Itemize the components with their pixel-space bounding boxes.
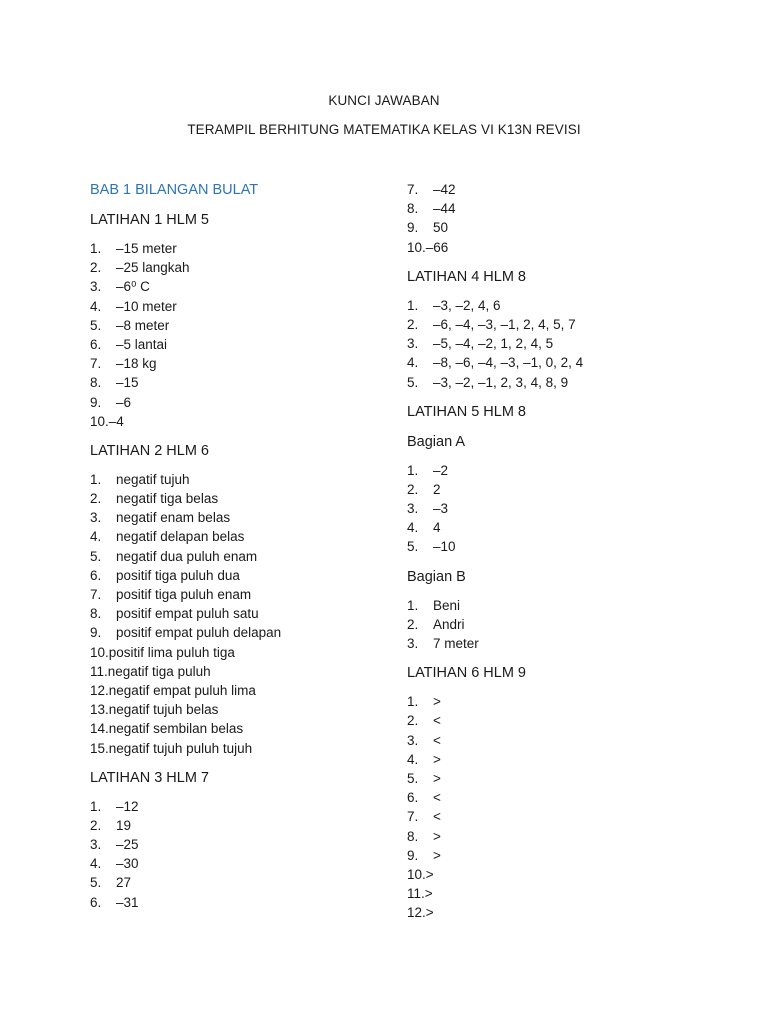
section-heading-latihan-5: LATIHAN 5 HLM 8 bbox=[407, 403, 526, 420]
item-number: 5. bbox=[407, 539, 419, 555]
item-answer: –44 bbox=[433, 201, 456, 217]
item-number: 5. bbox=[90, 317, 102, 333]
section-heading-latihan-4: LATIHAN 4 HLM 8 bbox=[407, 268, 526, 285]
answer-item bbox=[90, 373, 390, 392]
item-number: 4. bbox=[90, 529, 102, 545]
item-answer: –15 meter bbox=[116, 241, 177, 256]
answer-item bbox=[90, 739, 390, 758]
item-answer: 7 meter bbox=[433, 636, 479, 651]
section-heading-latihan-3: LATIHAN 3 HLM 7 bbox=[90, 769, 209, 786]
answer-item bbox=[407, 846, 707, 865]
answer-item bbox=[407, 461, 707, 480]
item-number: 8. bbox=[90, 606, 102, 622]
item-number: 1. bbox=[90, 241, 102, 256]
item-answer: < bbox=[433, 809, 441, 825]
item-number: 5. bbox=[90, 548, 102, 564]
item-answer: –3 bbox=[433, 501, 449, 517]
item-number: 1. bbox=[90, 798, 102, 814]
item-number: 10. bbox=[90, 413, 109, 429]
answer-item bbox=[90, 239, 390, 258]
item-number: 2. bbox=[90, 491, 102, 507]
answer-item bbox=[407, 634, 707, 653]
item-number: 10. bbox=[90, 644, 109, 660]
item-number: 3. bbox=[90, 837, 102, 853]
answer-item bbox=[90, 258, 390, 277]
item-answer: positif empat puluh satu bbox=[116, 606, 259, 622]
answer-item bbox=[407, 884, 707, 903]
item-answer: –3, –2, –1, 2, 3, 4, 8, 9 bbox=[433, 374, 569, 390]
item-number: 6. bbox=[90, 567, 102, 583]
item-number: 11. bbox=[90, 663, 108, 679]
item-answer: negatif delapan belas bbox=[116, 529, 245, 545]
item-number: 7. bbox=[90, 587, 102, 602]
answer-item bbox=[90, 604, 390, 623]
answer-list-latihan-3-continued bbox=[407, 180, 707, 257]
item-answer: negatif dua puluh enam bbox=[116, 548, 258, 564]
answer-item bbox=[90, 527, 390, 546]
answer-list-latihan-4 bbox=[407, 296, 707, 392]
answer-item bbox=[407, 827, 707, 846]
item-answer: 27 bbox=[116, 875, 132, 891]
answer-item bbox=[407, 353, 707, 372]
item-number: 2. bbox=[407, 713, 419, 729]
item-answer: –6 bbox=[116, 394, 132, 410]
item-number: 4. bbox=[407, 355, 419, 371]
answer-item bbox=[90, 489, 390, 508]
item-number: 6. bbox=[90, 336, 102, 352]
item-answer: –25 langkah bbox=[116, 260, 190, 276]
answer-item bbox=[90, 873, 390, 892]
item-answer: –18 kg bbox=[116, 356, 157, 372]
answer-item bbox=[90, 893, 390, 912]
answer-list-latihan-2 bbox=[90, 470, 390, 758]
item-number: 10. bbox=[407, 239, 426, 255]
item-answer: –6⁰ C bbox=[116, 279, 150, 295]
answer-item bbox=[407, 518, 707, 537]
answer-item bbox=[90, 719, 390, 738]
page-title: KUNCI JAWABAN bbox=[328, 93, 440, 108]
item-number: 6. bbox=[407, 790, 419, 806]
item-answer: –15 bbox=[116, 375, 139, 391]
item-number: 2. bbox=[407, 316, 419, 332]
answer-item bbox=[90, 316, 390, 335]
item-number: 7. bbox=[407, 182, 419, 197]
item-answer: negatif enam belas bbox=[116, 510, 231, 526]
item-answer: negatif tujuh bbox=[116, 471, 190, 487]
item-number: 3. bbox=[407, 336, 419, 352]
answer-item bbox=[407, 750, 707, 769]
answer-item bbox=[407, 199, 707, 218]
item-answer: –25 bbox=[116, 837, 139, 853]
item-number: 14. bbox=[90, 721, 109, 737]
subsection-bagian-a: Bagian A bbox=[407, 433, 466, 450]
item-number: 2. bbox=[90, 260, 102, 276]
item-answer: –10 meter bbox=[116, 298, 177, 314]
item-answer: > bbox=[433, 694, 441, 710]
item-answer: Beni bbox=[433, 597, 461, 613]
answer-item bbox=[90, 700, 390, 719]
answer-item bbox=[90, 470, 390, 489]
item-answer: –10 bbox=[433, 539, 456, 555]
item-answer: negatif sembilan belas bbox=[108, 721, 244, 737]
item-answer: –5, –4, –2, 1, 2, 4, 5 bbox=[433, 336, 554, 352]
answer-item bbox=[90, 354, 390, 373]
answer-item bbox=[90, 681, 390, 700]
item-number: 1. bbox=[407, 462, 419, 478]
item-number: 4. bbox=[90, 298, 102, 314]
section-heading-latihan-6: LATIHAN 6 HLM 9 bbox=[407, 665, 526, 682]
section-heading-latihan-1: LATIHAN 1 HLM 5 bbox=[90, 212, 209, 228]
answer-item bbox=[90, 835, 390, 854]
item-answer: –2 bbox=[433, 462, 449, 478]
item-answer: 50 bbox=[433, 220, 449, 236]
item-answer: > bbox=[433, 770, 441, 786]
item-answer: 2 bbox=[433, 481, 441, 497]
answer-item bbox=[407, 788, 707, 807]
answer-item bbox=[90, 297, 390, 316]
item-answer: –8 meter bbox=[116, 317, 170, 333]
item-number: 6. bbox=[90, 894, 102, 910]
answer-item bbox=[407, 334, 707, 353]
answer-item bbox=[90, 335, 390, 354]
item-number: 8. bbox=[407, 201, 419, 217]
answer-item bbox=[90, 566, 390, 585]
item-answer: negatif tujuh belas bbox=[108, 702, 219, 718]
item-number: 3. bbox=[90, 510, 102, 526]
item-answer: > bbox=[433, 751, 441, 767]
item-answer: –4 bbox=[108, 413, 124, 429]
answer-item bbox=[90, 623, 390, 642]
answer-item bbox=[90, 662, 390, 681]
answer-item bbox=[407, 373, 707, 392]
item-number: 3. bbox=[407, 501, 419, 517]
item-answer: > bbox=[425, 866, 434, 882]
answer-item bbox=[90, 854, 390, 873]
item-number: 1. bbox=[407, 694, 419, 710]
item-number: 15. bbox=[90, 740, 109, 756]
item-answer: positif tiga puluh dua bbox=[116, 567, 240, 583]
item-number: 1. bbox=[407, 597, 419, 613]
answer-item bbox=[407, 218, 707, 237]
item-number: 12. bbox=[407, 905, 426, 921]
item-number: 3. bbox=[407, 636, 419, 651]
answer-item bbox=[407, 315, 707, 334]
item-number: 9. bbox=[407, 847, 419, 863]
answer-item bbox=[90, 797, 390, 816]
item-number: 8. bbox=[407, 828, 419, 844]
answer-item bbox=[407, 711, 707, 730]
answer-item bbox=[407, 865, 707, 884]
answer-item bbox=[407, 180, 707, 199]
item-answer: < bbox=[433, 732, 441, 748]
answer-item bbox=[90, 585, 390, 604]
answer-item bbox=[407, 537, 707, 556]
item-answer: –12 bbox=[116, 798, 139, 814]
answer-item bbox=[407, 596, 707, 615]
item-number: 5. bbox=[407, 374, 419, 390]
item-number: 8. bbox=[90, 375, 102, 391]
answer-item bbox=[407, 769, 707, 788]
item-answer: –30 bbox=[116, 856, 139, 872]
item-number: 7. bbox=[407, 809, 419, 825]
item-answer: < bbox=[433, 713, 441, 729]
item-number: 2. bbox=[90, 817, 102, 833]
item-answer: –8, –6, –4, –3, –1, 0, 2, 4 bbox=[433, 355, 584, 371]
item-answer: positif tiga puluh enam bbox=[116, 587, 252, 602]
answer-list-bagian-b bbox=[407, 596, 707, 654]
item-answer: negatif tiga belas bbox=[116, 491, 219, 507]
chapter-heading: BAB 1 BILANGAN BULAT bbox=[90, 182, 259, 198]
item-answer: –42 bbox=[433, 182, 456, 197]
item-answer: 4 bbox=[433, 520, 441, 536]
page-subtitle: TERAMPIL BERHITUNG MATEMATIKA KELAS VI K13N REVISI bbox=[187, 122, 581, 137]
item-number: 4. bbox=[407, 751, 419, 767]
item-answer: –3, –2, 4, 6 bbox=[433, 297, 501, 313]
item-answer: > bbox=[433, 847, 441, 863]
item-answer: negatif empat puluh lima bbox=[108, 682, 256, 698]
item-number: 1. bbox=[407, 297, 419, 313]
item-answer: < bbox=[433, 790, 441, 806]
item-number: 3. bbox=[90, 279, 102, 295]
item-number: 5. bbox=[90, 875, 102, 891]
subsection-bagian-b: Bagian B bbox=[407, 568, 466, 585]
answer-list-latihan-3 bbox=[90, 797, 390, 912]
item-answer: –66 bbox=[425, 239, 449, 255]
item-answer: > bbox=[425, 905, 434, 921]
answer-item bbox=[407, 903, 707, 922]
answer-item bbox=[90, 412, 390, 431]
item-answer: negatif tiga puluh bbox=[107, 663, 211, 679]
answer-item bbox=[407, 499, 707, 518]
item-number: 5. bbox=[407, 770, 419, 786]
item-number: 9. bbox=[90, 625, 102, 641]
left-column bbox=[90, 180, 390, 922]
answer-item bbox=[90, 816, 390, 835]
answer-list-latihan-6 bbox=[407, 692, 707, 922]
item-answer: 19 bbox=[116, 817, 132, 833]
item-number: 4. bbox=[407, 520, 419, 536]
answer-item bbox=[407, 731, 707, 750]
answer-item bbox=[407, 807, 707, 826]
item-answer: Andri bbox=[433, 616, 465, 632]
answer-list-latihan-1 bbox=[90, 239, 390, 431]
item-number: 9. bbox=[407, 220, 419, 236]
item-answer: –5 lantai bbox=[116, 336, 168, 352]
item-answer: > bbox=[424, 886, 433, 902]
answer-item bbox=[407, 238, 707, 257]
item-answer: –6, –4, –3, –1, 2, 4, 5, 7 bbox=[433, 316, 576, 332]
answer-list-bagian-a bbox=[407, 461, 707, 557]
item-number: 12. bbox=[90, 682, 109, 698]
item-number: 13. bbox=[90, 702, 109, 718]
answer-item bbox=[407, 692, 707, 711]
item-number: 11. bbox=[407, 886, 425, 902]
answer-item bbox=[90, 277, 390, 296]
item-number: 2. bbox=[407, 481, 419, 497]
answer-item bbox=[90, 393, 390, 412]
item-answer: positif empat puluh delapan bbox=[116, 625, 282, 641]
item-number: 7. bbox=[90, 356, 102, 372]
item-answer: negatif tujuh puluh tujuh bbox=[108, 740, 253, 756]
answer-item bbox=[90, 547, 390, 566]
answer-item bbox=[407, 480, 707, 499]
item-answer: > bbox=[433, 828, 441, 844]
answer-item bbox=[90, 643, 390, 662]
item-answer: –31 bbox=[116, 894, 139, 910]
item-number: 1. bbox=[90, 471, 102, 487]
item-number: 4. bbox=[90, 856, 102, 872]
answer-item bbox=[407, 615, 707, 634]
item-number: 2. bbox=[407, 616, 419, 632]
item-number: 9. bbox=[90, 394, 102, 410]
answer-item bbox=[90, 508, 390, 527]
answer-item bbox=[407, 296, 707, 315]
item-answer: positif lima puluh tiga bbox=[108, 644, 235, 660]
item-number: 3. bbox=[407, 732, 419, 748]
item-number: 10. bbox=[407, 866, 426, 882]
section-heading-latihan-2: LATIHAN 2 HLM 6 bbox=[90, 442, 209, 459]
right-column bbox=[407, 180, 707, 932]
